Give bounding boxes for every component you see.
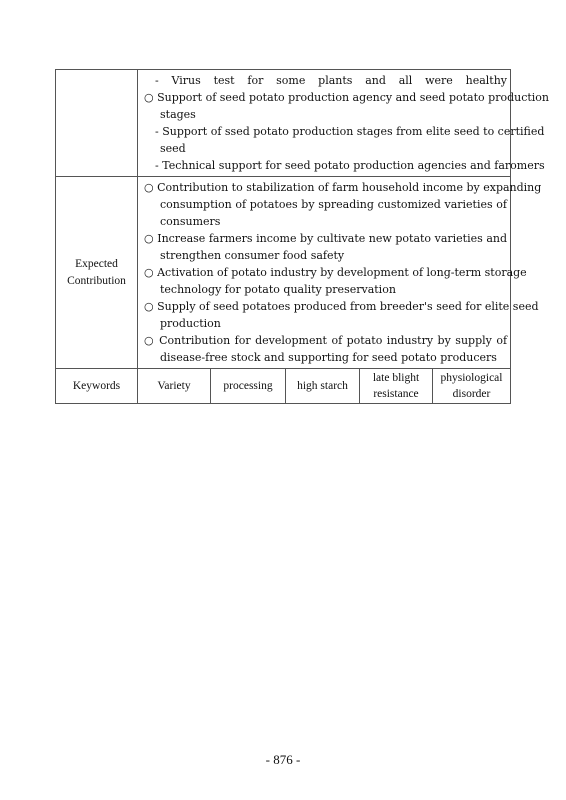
row-content [138,177,542,369]
keyword-line: physiological [440,372,503,384]
summary-table [55,69,550,404]
list-item: ○ Contribution to stabilization of farm household income by expanding [144,181,542,194]
list-item: ○ Activation of potato industry by development of long-term storage [144,266,527,279]
list-item-continuation: consumption of potatoes by spreading customized varieties of [160,198,508,211]
row-content [138,70,550,177]
keyword-cell [360,369,433,404]
label-line: Expected [75,257,118,270]
row-label-expected-contribution [56,177,138,369]
list-item-continuation: seed [160,142,186,155]
keyword-line: resistance [373,388,419,400]
list-item: - Support of ssed potato production stages from elite seed to certified [155,125,545,138]
keywords-label: Keywords [56,369,138,404]
label-line: Contribution [67,274,126,287]
list-item: - Virus test for some plants and all were healthy [155,74,508,87]
list-item-continuation: strengthen consumer food safety [160,249,345,262]
list-item-continuation: production [160,317,221,330]
keyword-cell: high starch [286,369,360,404]
list-item: ○ Supply of seed potatoes produced from breeder's seed for elite seed [144,300,539,313]
list-item: ○ Support of seed potato production agency and seed potato production [144,91,550,104]
keyword-cell [433,369,511,404]
keyword-line: disorder [452,388,491,400]
table-row [56,70,511,177]
keywords-row [56,369,511,404]
keyword-cell: Variety [138,369,211,404]
row-label-empty [56,70,138,177]
list-item-continuation: stages [160,108,196,121]
list-item: - Technical support for seed potato production agencies and faromers [155,159,545,172]
keyword-cell: processing [211,369,286,404]
list-item: ○ Increase farmers income by cultivate new potato varieties and [144,232,508,245]
table-row [56,177,511,369]
page-number: - 876 - [265,752,301,767]
keyword-line: late blight [372,372,420,384]
list-item-continuation: technology for potato quality preservation [160,283,396,296]
list-item-continuation: consumers [160,215,221,228]
list-item: ○ Contribution for development of potato industry by supply of [144,334,508,347]
list-item-continuation: disease-free stock and supporting for seed potato producers [160,351,497,364]
